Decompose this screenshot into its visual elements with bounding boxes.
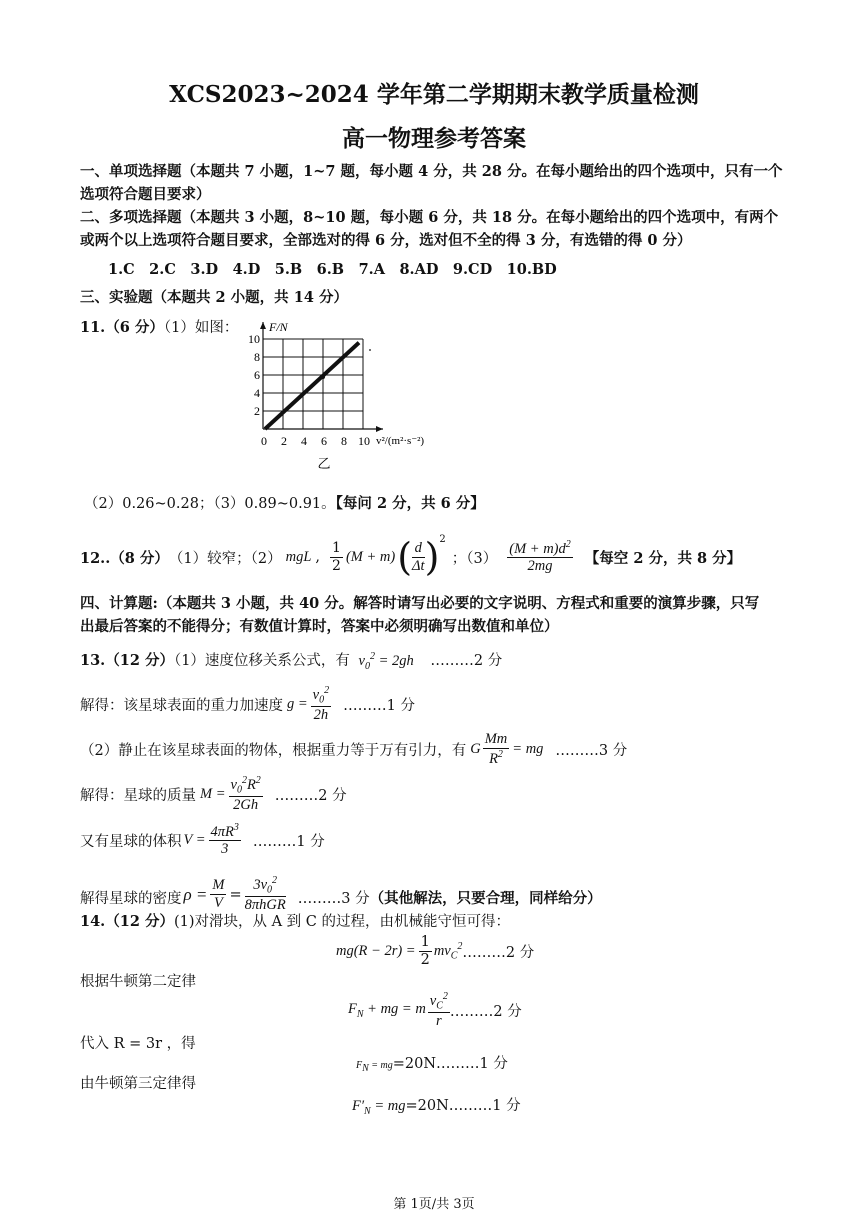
q14-eq4-text: =20N………1 分 — [405, 1098, 521, 1114]
q13-density-fraction1: $\frac{M}{V}$ — [212, 877, 225, 912]
q13-density-fraction2: $\frac{3v_0^2}{\text{8πhGR}}$ — [244, 875, 286, 914]
q12-d-over-dt: $\frac{d}{\Delta t}$ — [412, 539, 425, 574]
x-tick-label: 10 — [358, 434, 370, 448]
q12-part1: （1）较窄；（2） — [168, 550, 282, 567]
q13-line1-text: （1）速度位移关系公式，有 — [173, 653, 350, 669]
q13-volume-fraction: $\frac{4\pi R^3}{3}$ — [210, 821, 239, 858]
section3-heading: 三、实验题（本题共 2 小题，共 14 分） — [80, 289, 348, 306]
q13-line3-points: ………3 分 — [555, 742, 628, 759]
q11-line — [80, 316, 238, 337]
section4-line1: 四、计算题:（本题共 3 小题，共 40 分。解答时请写出必要的文字说明、方程式和重要的演算步骤，只写 — [80, 595, 760, 612]
q11-parts-2-3 — [84, 492, 485, 513]
q14-eq2-points: ………2 分 — [449, 1003, 522, 1020]
q14-line3: 代入 R = 3r ，得 — [80, 1036, 196, 1052]
q13-line4-points: ………2 分 — [274, 787, 347, 804]
x-tick-label: 0 — [261, 434, 267, 448]
q13-line2: 解得：该星球表面的重力加速度 g = $\frac{v_0^2}{2h}$ ………1 分 — [80, 684, 415, 723]
q12-part3: ；（3） — [451, 550, 498, 567]
x-tick-label: 4 — [301, 434, 307, 448]
q13-line3-text: （2）静止在该星球表面的物体，根据重力等于万有引力，有 — [80, 742, 467, 759]
f-v2-graph — [238, 314, 458, 474]
y-tick-label: 4 — [254, 386, 260, 400]
y-tick-label: 6 — [254, 368, 260, 382]
choice-answers: 1.C 2.C 3.D 4.D 5.B 6.B 7.A 8.AD 9.CD 10.BD — [108, 261, 557, 278]
q13-g-fraction: $\frac{v_0^2}{2h}$ — [312, 684, 330, 723]
section4-line2: 出最后答案的不能得分；有数值计算时，答案中必须明确写出数值和单位） — [80, 618, 559, 635]
q14-line4: 由牛顿第三定律得 — [80, 1076, 196, 1092]
q13-line5: 又有星球的体积 V = $\frac{4\pi R^3}{3}$ ………1 分 — [80, 821, 325, 858]
q13-line5-text: 又有星球的体积 — [80, 833, 182, 850]
q14-line1-text: (1)对滑块，从 A 到 C 的过程，由机械能守恒可得： — [173, 914, 510, 930]
q13-line2-text: 解得：该星球表面的重力加速度 — [80, 697, 283, 714]
q14-line1 — [80, 910, 510, 931]
x-tick-label: 6 — [321, 434, 327, 448]
section2-line1: 二、多项选择题（本题共 3 小题，8~10 题，每小题 6 分，共 18 分。在每小题给出的四个选项中，有两个 — [80, 209, 779, 226]
q12-score: 【每空 2 分，共 8 分】 — [584, 549, 742, 567]
x-axis-arrow — [376, 426, 383, 432]
section1-line1: 一、单项选择题（本题共 7 小题，1~7 题，每小题 4 分，共 28 分。在每小题给出的四个选项中，只有一个 — [80, 163, 783, 180]
q13-line4: 解得：星球的质量 M = $\frac{v_0^2R^2}{2Gh}$ ………2 分 — [80, 774, 347, 813]
q13-line4-text: 解得：星球的质量 — [80, 787, 196, 804]
data-point — [321, 375, 325, 379]
x-tick-label: 8 — [341, 434, 347, 448]
q14-line2: 根据牛顿第二定律 — [80, 974, 196, 990]
q13-line1-points: ………2 分 — [430, 653, 503, 669]
q14-eq1-points: ………2 分 — [462, 944, 535, 961]
y-tick-label: 2 — [254, 404, 260, 418]
q14-label: 14.（12 分） — [80, 913, 174, 930]
q13-note: （其他解法，只要合理，同样给分） — [369, 890, 602, 907]
graph-caption: 乙 — [317, 457, 331, 472]
q11-text: （1）如图： — [163, 320, 239, 336]
q14-eq1: mg(R − 2r) = $\frac{1}{2}$ $mv_C^2$ ………2 分 — [336, 933, 535, 968]
q12-line: 12..（8 分） （1）较窄；（2） mgL , $\frac{1}{2}$ (M + m) ( $\frac{d}{\Delta t}$ ) $^2$ ；（3） $\frac{(M + m)d^2}{2mg}$ 【每空 2 分，共 8 分】 — [80, 534, 742, 579]
q14-eq2: $F_N$ + mg = m $\frac{v_C^2}{r}$ ………2 分 — [348, 990, 522, 1029]
q11-label: 11.（6 分） — [80, 319, 164, 336]
fit-line — [265, 343, 359, 429]
q13-line1 — [80, 649, 502, 672]
q13-line3: （2）静止在该星球表面的物体，根据重力等于万有引力，有 G $\frac{Mm}{R^2}$ = mg ………3 分 — [80, 730, 628, 767]
q11-score: 【每问 2 分，共 6 分】 — [335, 495, 485, 512]
x-tick-label: 2 — [281, 434, 287, 448]
document-subtitle: 高一物理参考答案 — [342, 125, 526, 152]
q12-part3-fraction: $\frac{(M + m)d^2}{2mg}$ — [509, 538, 571, 575]
document-title: XCS2023~2024 学年第二学期期末教学质量检测 — [169, 81, 699, 108]
q13-mass-fraction: $\frac{v_0^2R^2}{2Gh}$ — [230, 774, 261, 813]
q13-eq1: $v_0^2 = 2gh$ — [358, 651, 414, 672]
x-axis-label: v²/(m²·s⁻²) — [376, 435, 425, 447]
y-tick-label: 10 — [248, 332, 260, 346]
page-footer: 第 1页/共 3页 — [393, 1197, 475, 1212]
q12-mgl: mgL — [285, 548, 312, 565]
q12-mass-sum: (M + m) — [345, 548, 396, 565]
section2-line2: 或两个以上选项符合题目要求，全部选对的得 6 分，选对但不全的得 3 分，有选错的得 0 分） — [80, 232, 692, 249]
q12-label: 12..（8 分） — [80, 549, 169, 567]
q13-line5-points: ………1 分 — [252, 833, 325, 850]
y-tick-label: 8 — [254, 350, 260, 364]
stray-dot — [369, 349, 371, 351]
q13-line6-text: 解得星球的密度 — [80, 891, 182, 907]
q12-half-fraction: $\frac{1}{2}$ — [332, 540, 341, 574]
y-axis-label: F/N — [269, 320, 288, 334]
y-axis-arrow — [260, 322, 266, 329]
q13-label: 13.（12 分） — [80, 652, 174, 669]
q13-gravity-fraction: $\frac{Mm}{R^2}$ — [484, 730, 508, 767]
q14-eq3-text: =20N………1 分 — [392, 1056, 508, 1072]
q11-part23-text: （2）0.26~0.28；（3）0.89~0.91。 — [84, 496, 336, 512]
q14-eq4: $F'_N$ = mg=20N………1 分 — [352, 1098, 521, 1117]
section1-line2: 选项符合题目要求） — [80, 186, 211, 203]
q13-line2-points: ………1 分 — [343, 697, 415, 714]
q13-line6-points: ………3 分 — [297, 891, 370, 907]
q13-line6: 解得星球的密度 ρ = $\frac{M}{V}$ = $\frac{3v_0^2}{\text{8πhGR}}$ ………3 分 （其他解法，只要合理，同样给分） — [80, 875, 602, 914]
q14-eq3: $F_N$ = mg=20N………1 分 — [356, 1056, 508, 1074]
